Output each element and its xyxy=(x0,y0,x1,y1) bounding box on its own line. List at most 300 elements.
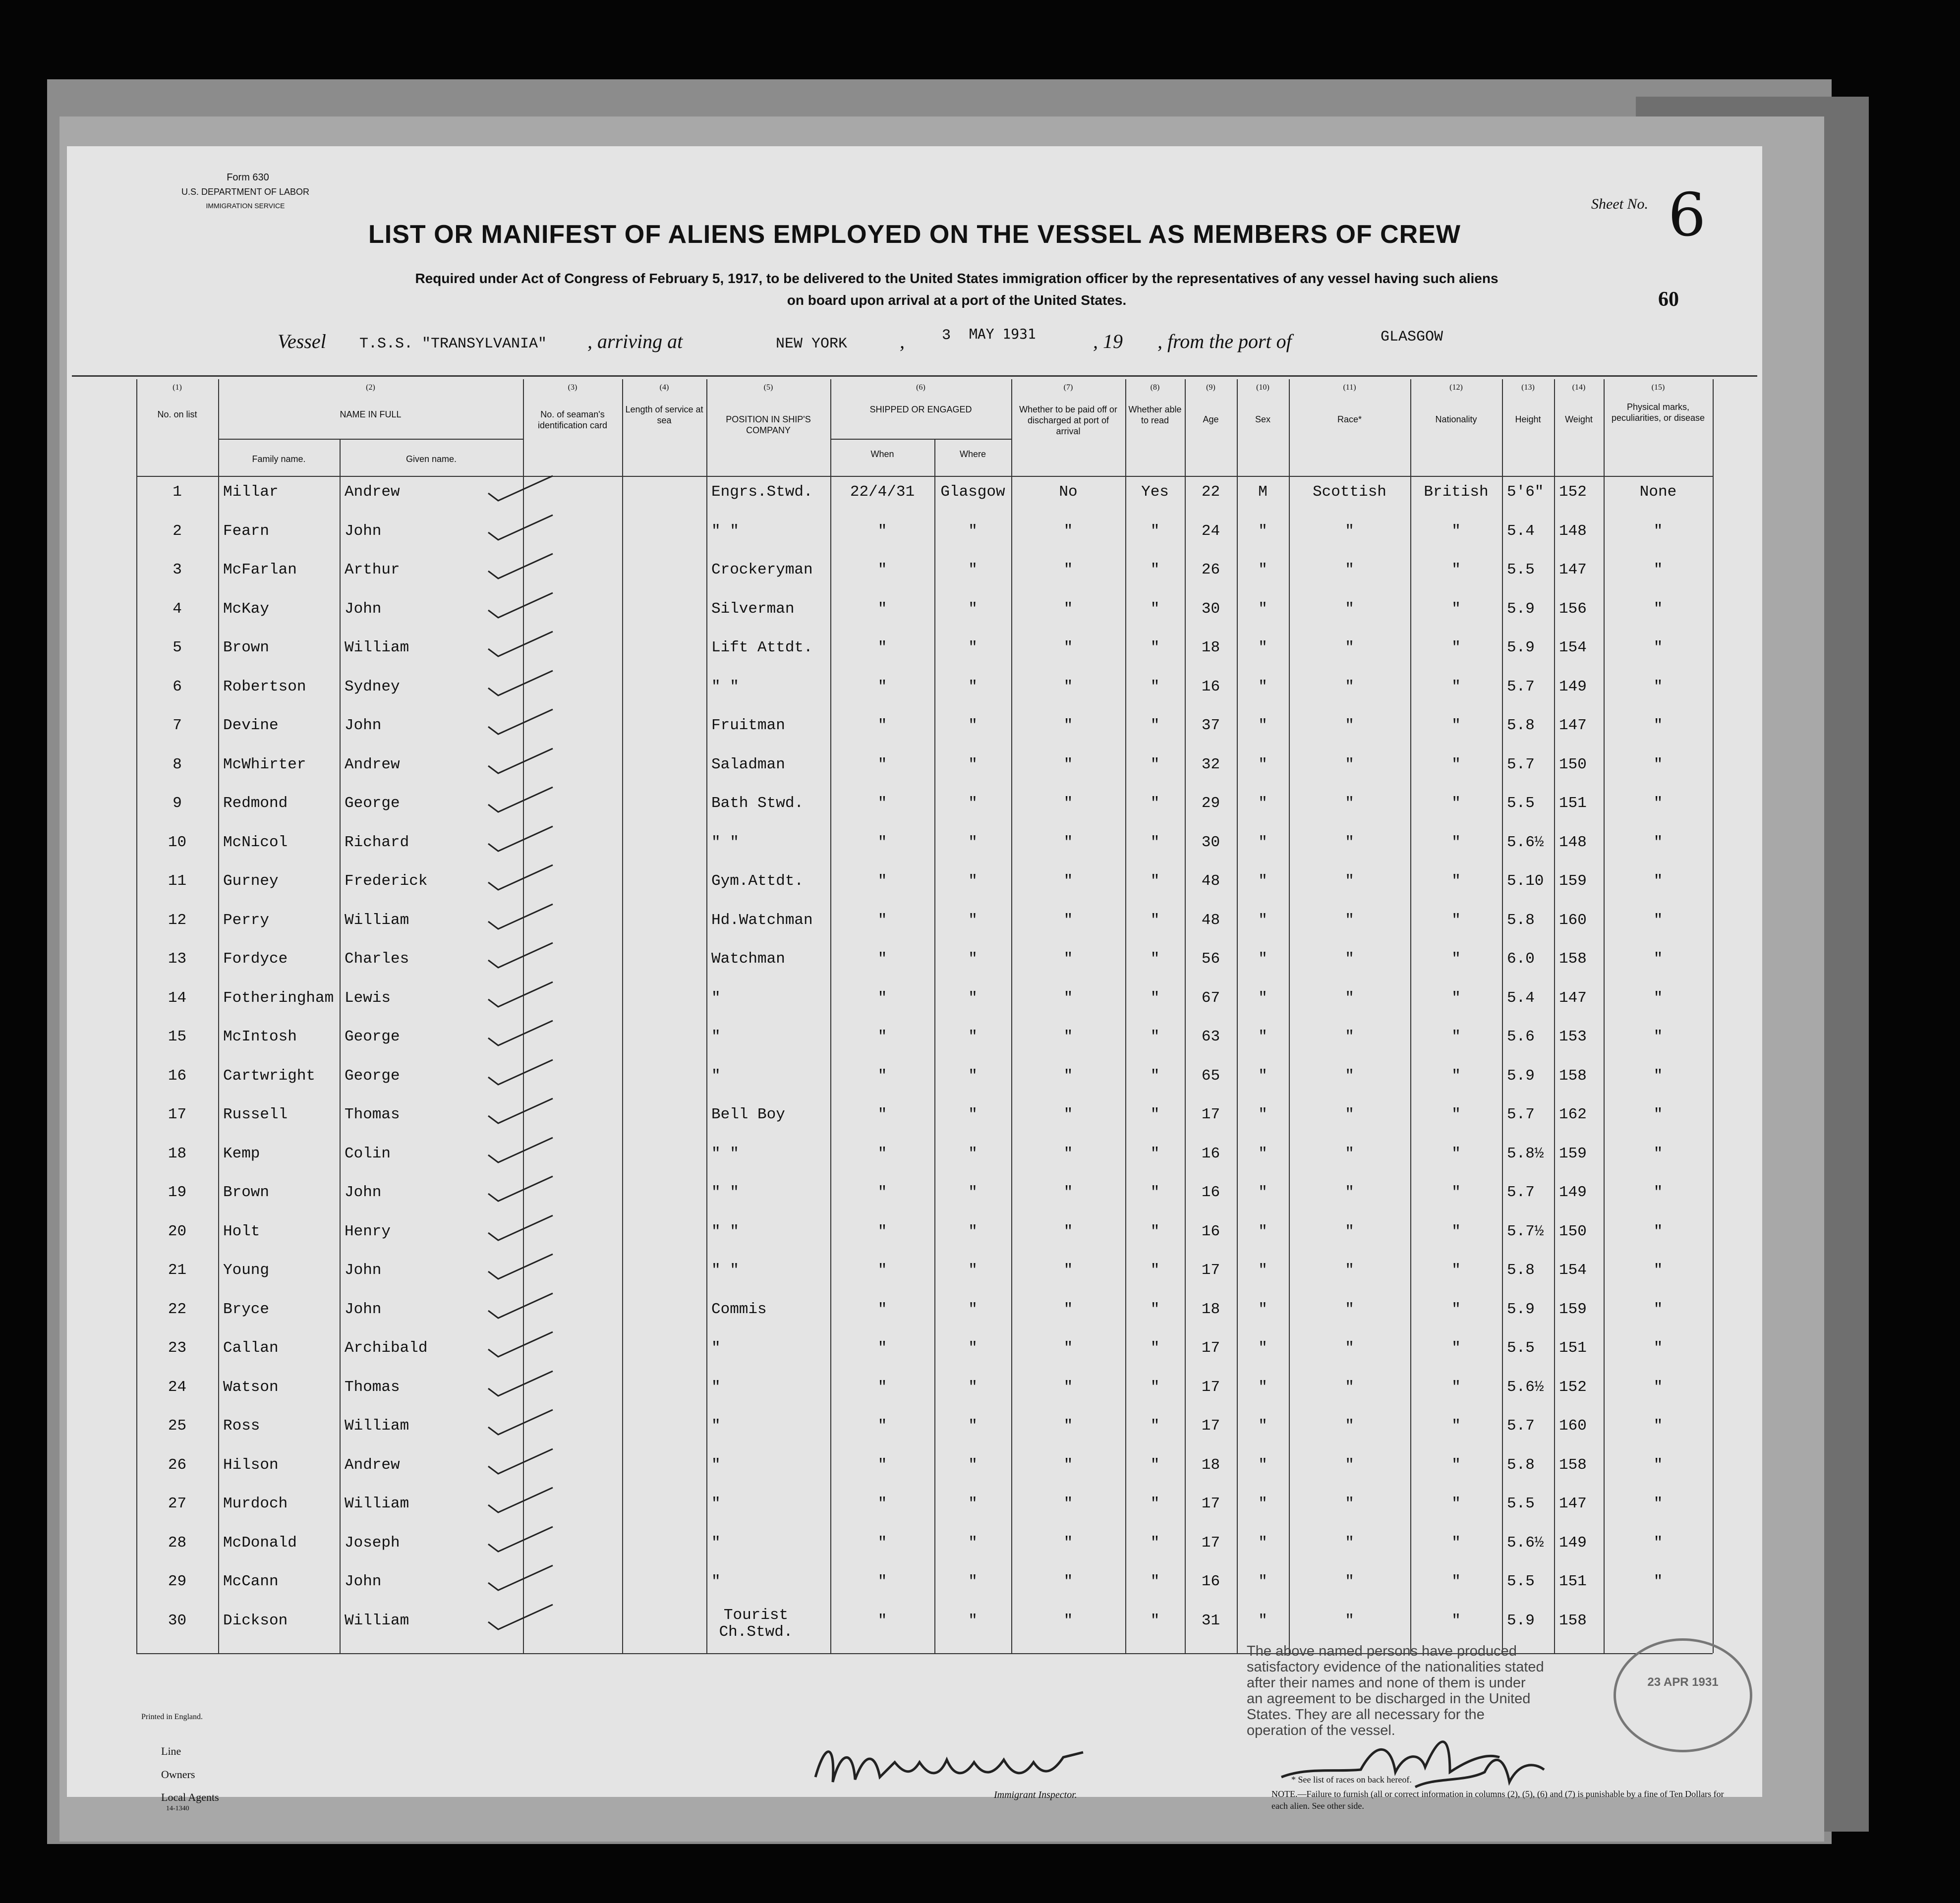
row-when: " xyxy=(877,561,887,578)
check-mark-icon xyxy=(478,1133,563,1167)
row-weight: 158 xyxy=(1559,950,1587,968)
arrival-port: NEW YORK xyxy=(776,336,848,352)
row-when: " xyxy=(877,795,887,812)
row-weight: 151 xyxy=(1559,1573,1587,1590)
row-given: William xyxy=(345,1612,409,1629)
sheet-label: Sheet No. xyxy=(1591,196,1648,212)
check-mark-icon xyxy=(478,1055,563,1090)
row-when: " xyxy=(877,600,887,618)
row-family: Holt xyxy=(223,1222,260,1240)
inspector-signature xyxy=(806,1732,1153,1797)
column-rule xyxy=(830,379,831,1653)
race-footnote: * See list of races on back hereof. xyxy=(1291,1775,1412,1785)
row-no: 17 xyxy=(168,1106,187,1123)
row-given: Joseph xyxy=(345,1534,400,1552)
row-marks: " xyxy=(1653,989,1663,1007)
row-paid: " xyxy=(1063,1262,1073,1279)
row-nationality: " xyxy=(1451,1222,1461,1240)
row-nationality: " xyxy=(1451,1339,1461,1357)
row-sex: " xyxy=(1258,1495,1268,1512)
row-family: Redmond xyxy=(223,795,288,812)
row-where: " xyxy=(968,1184,978,1201)
row-read: " xyxy=(1150,717,1160,734)
row-weight: 148 xyxy=(1559,833,1587,851)
form-number: Form 630 xyxy=(227,172,269,183)
row-paid: " xyxy=(1063,1612,1073,1629)
row-read: " xyxy=(1150,1106,1160,1123)
row-position: Lift Attdt. xyxy=(711,639,813,656)
row-height: 5.6 xyxy=(1507,1028,1535,1045)
row-age: 48 xyxy=(1201,911,1220,929)
row-weight: 158 xyxy=(1559,1067,1587,1085)
row-age: 17 xyxy=(1201,1417,1220,1435)
row-when: " xyxy=(877,1417,887,1435)
row-sex: " xyxy=(1258,1300,1268,1318)
row-where: " xyxy=(968,717,978,734)
check-mark-icon xyxy=(478,510,563,545)
row-where: " xyxy=(968,1495,978,1512)
divider xyxy=(72,375,1757,377)
row-race: " xyxy=(1345,522,1354,540)
row-position: " " xyxy=(711,833,739,851)
column-header-position: POSITION IN SHIP'S COMPANY xyxy=(726,414,811,435)
row-height: 5.9 xyxy=(1507,600,1535,618)
row-height: 5.7 xyxy=(1507,1417,1535,1435)
check-mark-icon xyxy=(478,1094,563,1128)
check-mark-icon xyxy=(478,1366,563,1401)
row-family: Fearn xyxy=(223,522,270,540)
row-read: " xyxy=(1150,950,1160,968)
row-given: William xyxy=(345,911,409,929)
row-height: 5.6½ xyxy=(1507,833,1544,851)
row-where: " xyxy=(968,1417,978,1435)
row-no: 23 xyxy=(168,1339,187,1357)
check-mark-icon xyxy=(478,938,563,973)
row-age: 17 xyxy=(1201,1262,1220,1279)
check-mark-icon xyxy=(478,704,563,739)
column-header-where: Where xyxy=(959,449,986,459)
subtitle-line-1: Required under Act of Congress of February 5, 1917, to be delivered to the United States immigration officer by the representatives of any vessel having such aliens xyxy=(415,271,1499,286)
row-read: " xyxy=(1150,1378,1160,1396)
row-race: " xyxy=(1345,717,1354,734)
row-paid: " xyxy=(1063,561,1073,578)
column-rule xyxy=(1011,379,1012,1653)
row-age: 30 xyxy=(1201,833,1220,851)
row-given: George xyxy=(345,795,400,812)
row-race: " xyxy=(1345,1573,1354,1590)
page-title: LIST OR MANIFEST OF ALIENS EMPLOYED ON THE VESSEL AS MEMBERS OF CREW xyxy=(368,220,1461,249)
row-where: " xyxy=(968,1028,978,1045)
row-weight: 148 xyxy=(1559,522,1587,540)
row-position: Hd.Watchman xyxy=(711,911,813,929)
row-nationality: " xyxy=(1451,1300,1461,1318)
row-family: McKay xyxy=(223,600,270,618)
row-race: " xyxy=(1345,1300,1354,1318)
row-family: Robertson xyxy=(223,678,306,695)
row-no: 5 xyxy=(173,639,182,656)
department-label: U.S. DEPARTMENT OF LABOR xyxy=(181,187,310,197)
row-sex: " xyxy=(1258,1534,1268,1552)
row-given: Thomas xyxy=(345,1378,400,1396)
row-no: 28 xyxy=(168,1534,187,1552)
row-height: 5.9 xyxy=(1507,1067,1535,1085)
row-height: 5.7 xyxy=(1507,1106,1535,1123)
row-sex: " xyxy=(1258,911,1268,929)
row-sex: " xyxy=(1258,1184,1268,1201)
row-family: Brown xyxy=(223,1184,270,1201)
row-race: " xyxy=(1345,600,1354,618)
header-bottom-rule xyxy=(136,476,1713,477)
row-given: Andrew xyxy=(345,755,400,773)
row-race: " xyxy=(1345,1184,1354,1201)
row-age: 17 xyxy=(1201,1378,1220,1396)
row-family: McNicol xyxy=(223,833,288,851)
row-family: Kemp xyxy=(223,1145,260,1162)
row-weight: 147 xyxy=(1559,1495,1587,1512)
row-race: " xyxy=(1345,1495,1354,1512)
row-family: Callan xyxy=(223,1339,279,1357)
row-paid: " xyxy=(1063,755,1073,773)
row-marks: " xyxy=(1653,1106,1663,1123)
row-where: " xyxy=(968,639,978,656)
row-when: " xyxy=(877,1573,887,1590)
column-header-given-name: Given name. xyxy=(405,454,457,464)
row-weight: 154 xyxy=(1559,639,1587,656)
row-paid: " xyxy=(1063,639,1073,656)
row-where: " xyxy=(968,561,978,578)
column-rule xyxy=(1410,379,1411,1653)
row-marks: " xyxy=(1653,678,1663,695)
row-no: 29 xyxy=(168,1573,187,1590)
column-header-height: Height xyxy=(1515,414,1541,424)
row-height: 5.8½ xyxy=(1507,1145,1544,1162)
row-no: 24 xyxy=(168,1378,187,1396)
row-family: Watson xyxy=(223,1378,279,1396)
row-family: Ross xyxy=(223,1417,260,1435)
row-read: " xyxy=(1150,522,1160,540)
row-no: 14 xyxy=(168,989,187,1007)
stamp-note: The above named persons have produced satisfactory evidence of the nationalities stated after their names and none of them is under an agreement to be discharged in the United States. They are all necessary for the operation of the vessel. xyxy=(1247,1643,1544,1738)
row-race: " xyxy=(1345,1417,1354,1435)
row-position: " xyxy=(711,1417,721,1435)
row-when: 22/4/31 xyxy=(850,483,915,501)
row-weight: 158 xyxy=(1559,1456,1587,1474)
check-mark-icon xyxy=(478,471,563,506)
row-read: " xyxy=(1150,678,1160,695)
row-marks: " xyxy=(1653,872,1663,890)
row-read: " xyxy=(1150,1262,1160,1279)
row-nationality: " xyxy=(1451,717,1461,734)
row-given: Archibald xyxy=(345,1339,428,1357)
header-rule xyxy=(218,439,523,440)
row-height: 5.6½ xyxy=(1507,1534,1544,1552)
row-paid: " xyxy=(1063,1145,1073,1162)
row-family: Fordyce xyxy=(223,950,288,968)
row-position: " " xyxy=(711,1184,739,1201)
column-header-race: Race* xyxy=(1337,414,1362,424)
column-number: (3) xyxy=(568,383,577,392)
row-weight: 152 xyxy=(1559,483,1587,501)
row-sex: " xyxy=(1258,755,1268,773)
row-position: Bath Stwd. xyxy=(711,795,804,812)
row-where: " xyxy=(968,795,978,812)
check-mark-icon xyxy=(478,821,563,856)
column-header-when: When xyxy=(870,449,894,459)
row-paid: " xyxy=(1063,1184,1073,1201)
row-race: " xyxy=(1345,639,1354,656)
row-no: 30 xyxy=(168,1612,187,1629)
row-age: 48 xyxy=(1201,872,1220,890)
column-rule xyxy=(136,379,137,1653)
row-race: " xyxy=(1345,1106,1354,1123)
row-position: Engrs.Stwd. xyxy=(711,483,813,501)
check-mark-icon xyxy=(478,1483,563,1517)
row-family: Devine xyxy=(223,717,279,734)
row-when: " xyxy=(877,1534,887,1552)
column-rule xyxy=(1125,379,1126,1653)
row-height: 5.5 xyxy=(1507,1339,1535,1357)
row-age: 18 xyxy=(1201,1300,1220,1318)
row-paid: " xyxy=(1063,1028,1073,1045)
row-age: 16 xyxy=(1201,1184,1220,1201)
printed-note: Printed in England. xyxy=(141,1713,203,1721)
row-when: " xyxy=(877,639,887,656)
row-where: " xyxy=(968,1300,978,1318)
row-no: 3 xyxy=(173,561,182,578)
column-rule xyxy=(1604,379,1605,1653)
check-mark-icon xyxy=(478,1249,563,1284)
row-nationality: " xyxy=(1451,755,1461,773)
row-height: 5.7 xyxy=(1507,755,1535,773)
row-when: " xyxy=(877,872,887,890)
row-age: 37 xyxy=(1201,717,1220,734)
column-header-shipped: SHIPPED OR ENGAGED xyxy=(869,404,972,414)
row-where: " xyxy=(968,1067,978,1085)
row-sex: " xyxy=(1258,678,1268,695)
row-given: Andrew xyxy=(345,1456,400,1474)
check-mark-icon xyxy=(478,549,563,583)
row-height: 5.9 xyxy=(1507,1612,1535,1629)
row-no: 16 xyxy=(168,1067,187,1085)
row-given: Richard xyxy=(345,833,409,851)
service-label: IMMIGRATION SERVICE xyxy=(206,202,285,210)
row-position: Watchman xyxy=(711,950,785,968)
row-weight: 162 xyxy=(1559,1106,1587,1123)
row-nationality: " xyxy=(1451,1456,1461,1474)
row-when: " xyxy=(877,1145,887,1162)
check-mark-icon xyxy=(478,1016,563,1050)
page-number: 60 xyxy=(1658,288,1679,311)
row-paid: " xyxy=(1063,1339,1073,1357)
comma: , xyxy=(900,330,905,352)
row-nationality: " xyxy=(1451,1028,1461,1045)
row-sex: " xyxy=(1258,522,1268,540)
column-number: (11) xyxy=(1343,383,1356,392)
row-read: " xyxy=(1150,1534,1160,1552)
row-marks: " xyxy=(1653,950,1663,968)
row-age: 26 xyxy=(1201,561,1220,578)
row-paid: " xyxy=(1063,795,1073,812)
row-race: " xyxy=(1345,950,1354,968)
column-header-marks: Physical marks, peculiarities, or disease xyxy=(1611,402,1705,423)
column-rule xyxy=(1502,379,1503,1653)
row-no: 19 xyxy=(168,1184,187,1201)
row-paid: No xyxy=(1059,483,1078,501)
row-no: 21 xyxy=(168,1262,187,1279)
row-sex: " xyxy=(1258,872,1268,890)
row-weight: 160 xyxy=(1559,911,1587,929)
row-family: Brown xyxy=(223,639,270,656)
row-where: " xyxy=(968,1573,978,1590)
row-when: " xyxy=(877,1106,887,1123)
row-read: " xyxy=(1150,1184,1160,1201)
row-nationality: " xyxy=(1451,989,1461,1007)
row-position: " xyxy=(711,1067,721,1085)
row-no: 13 xyxy=(168,950,187,968)
check-mark-icon xyxy=(478,1171,563,1206)
row-height: 5.7 xyxy=(1507,1184,1535,1201)
row-where: " xyxy=(968,678,978,695)
row-read: " xyxy=(1150,872,1160,890)
vessel-name: T.S.S. "TRANSYLVANIA" xyxy=(359,336,547,352)
row-position: " " xyxy=(711,522,739,540)
row-no: 25 xyxy=(168,1417,187,1435)
column-number: (14) xyxy=(1572,383,1586,392)
row-weight: 156 xyxy=(1559,600,1587,618)
row-no: 27 xyxy=(168,1495,187,1512)
line-label: Line xyxy=(161,1745,181,1757)
row-height: 5.7½ xyxy=(1507,1222,1544,1240)
row-given: William xyxy=(345,1417,409,1435)
row-age: 29 xyxy=(1201,795,1220,812)
row-no: 15 xyxy=(168,1028,187,1045)
row-nationality: " xyxy=(1451,522,1461,540)
row-race: " xyxy=(1345,1534,1354,1552)
vessel-label: Vessel xyxy=(278,330,326,352)
row-weight: 153 xyxy=(1559,1028,1587,1045)
row-when: " xyxy=(877,1262,887,1279)
row-race: " xyxy=(1345,1612,1354,1629)
row-paid: " xyxy=(1063,1378,1073,1396)
check-mark-icon xyxy=(478,1444,563,1479)
row-marks: " xyxy=(1653,1573,1663,1590)
column-number: (7) xyxy=(1063,383,1073,392)
check-mark-icon xyxy=(478,1522,563,1557)
row-paid: " xyxy=(1063,678,1073,695)
row-read: " xyxy=(1150,833,1160,851)
row-given: Charles xyxy=(345,950,409,968)
row-read: " xyxy=(1150,1222,1160,1240)
row-where: " xyxy=(968,833,978,851)
row-height: 5.6½ xyxy=(1507,1378,1544,1396)
row-sex: " xyxy=(1258,1145,1268,1162)
owners-label: Owners xyxy=(161,1768,195,1781)
row-when: " xyxy=(877,1495,887,1512)
row-height: 5.5 xyxy=(1507,561,1535,578)
row-sex: " xyxy=(1258,1417,1268,1435)
row-read: " xyxy=(1150,561,1160,578)
row-age: 56 xyxy=(1201,950,1220,968)
row-height: 5.10 xyxy=(1507,872,1544,890)
check-mark-icon xyxy=(478,1327,563,1362)
row-family: McCann xyxy=(223,1573,279,1590)
row-race: " xyxy=(1345,1067,1354,1085)
row-given: George xyxy=(345,1028,400,1045)
check-mark-icon xyxy=(478,627,563,661)
row-given: John xyxy=(345,1573,382,1590)
row-paid: " xyxy=(1063,989,1073,1007)
row-nationality: " xyxy=(1451,1378,1461,1396)
column-number: (13) xyxy=(1521,383,1535,392)
row-read: " xyxy=(1150,600,1160,618)
row-age: 63 xyxy=(1201,1028,1220,1045)
row-weight: 159 xyxy=(1559,872,1587,890)
row-nationality: " xyxy=(1451,1184,1461,1201)
row-height: 5.9 xyxy=(1507,1300,1535,1318)
manifest-sheet xyxy=(67,146,1762,1812)
row-read: " xyxy=(1150,911,1160,929)
row-read: " xyxy=(1150,1067,1160,1085)
column-subrule xyxy=(340,439,341,1653)
row-given: John xyxy=(345,717,382,734)
row-when: " xyxy=(877,678,887,695)
row-where: " xyxy=(968,755,978,773)
row-when: " xyxy=(877,1028,887,1045)
row-position: Saladman xyxy=(711,755,785,773)
row-age: 16 xyxy=(1201,678,1220,695)
column-rule xyxy=(706,379,707,1653)
arriving-label: , arriving at xyxy=(587,330,683,352)
row-nationality: " xyxy=(1451,639,1461,656)
row-when: " xyxy=(877,1184,887,1201)
row-weight: 152 xyxy=(1559,1378,1587,1396)
check-mark-icon xyxy=(478,744,563,778)
row-no: 18 xyxy=(168,1145,187,1162)
column-number: (12) xyxy=(1449,383,1463,392)
row-race: " xyxy=(1345,833,1354,851)
immigration-seal xyxy=(1614,1638,1752,1752)
row-age: 31 xyxy=(1201,1612,1220,1629)
row-age: 17 xyxy=(1201,1339,1220,1357)
row-position: " xyxy=(711,1456,721,1474)
row-paid: " xyxy=(1063,522,1073,540)
column-header-read: Whether able to read xyxy=(1128,404,1182,425)
row-family: Russell xyxy=(223,1106,288,1123)
row-where: " xyxy=(968,1534,978,1552)
row-height: 5'6" xyxy=(1507,483,1544,501)
row-where: " xyxy=(968,1378,978,1396)
row-read: " xyxy=(1150,755,1160,773)
column-header-weight: Weight xyxy=(1565,414,1593,424)
row-paid: " xyxy=(1063,1534,1073,1552)
row-age: 24 xyxy=(1201,522,1220,540)
row-race: " xyxy=(1345,1378,1354,1396)
row-nationality: " xyxy=(1451,561,1461,578)
row-nationality: " xyxy=(1451,1612,1461,1629)
row-paid: " xyxy=(1063,600,1073,618)
row-position: " xyxy=(711,1378,721,1396)
column-header-length-service: Length of service at sea xyxy=(625,404,703,425)
row-marks: " xyxy=(1653,911,1663,929)
row-marks: " xyxy=(1653,1300,1663,1318)
row-where: " xyxy=(968,1222,978,1240)
row-given: Sydney xyxy=(345,678,400,695)
row-no: 6 xyxy=(173,678,182,695)
row-where: " xyxy=(968,1106,978,1123)
row-read: " xyxy=(1150,1028,1160,1045)
row-when: " xyxy=(877,989,887,1007)
row-no: 8 xyxy=(173,755,182,773)
